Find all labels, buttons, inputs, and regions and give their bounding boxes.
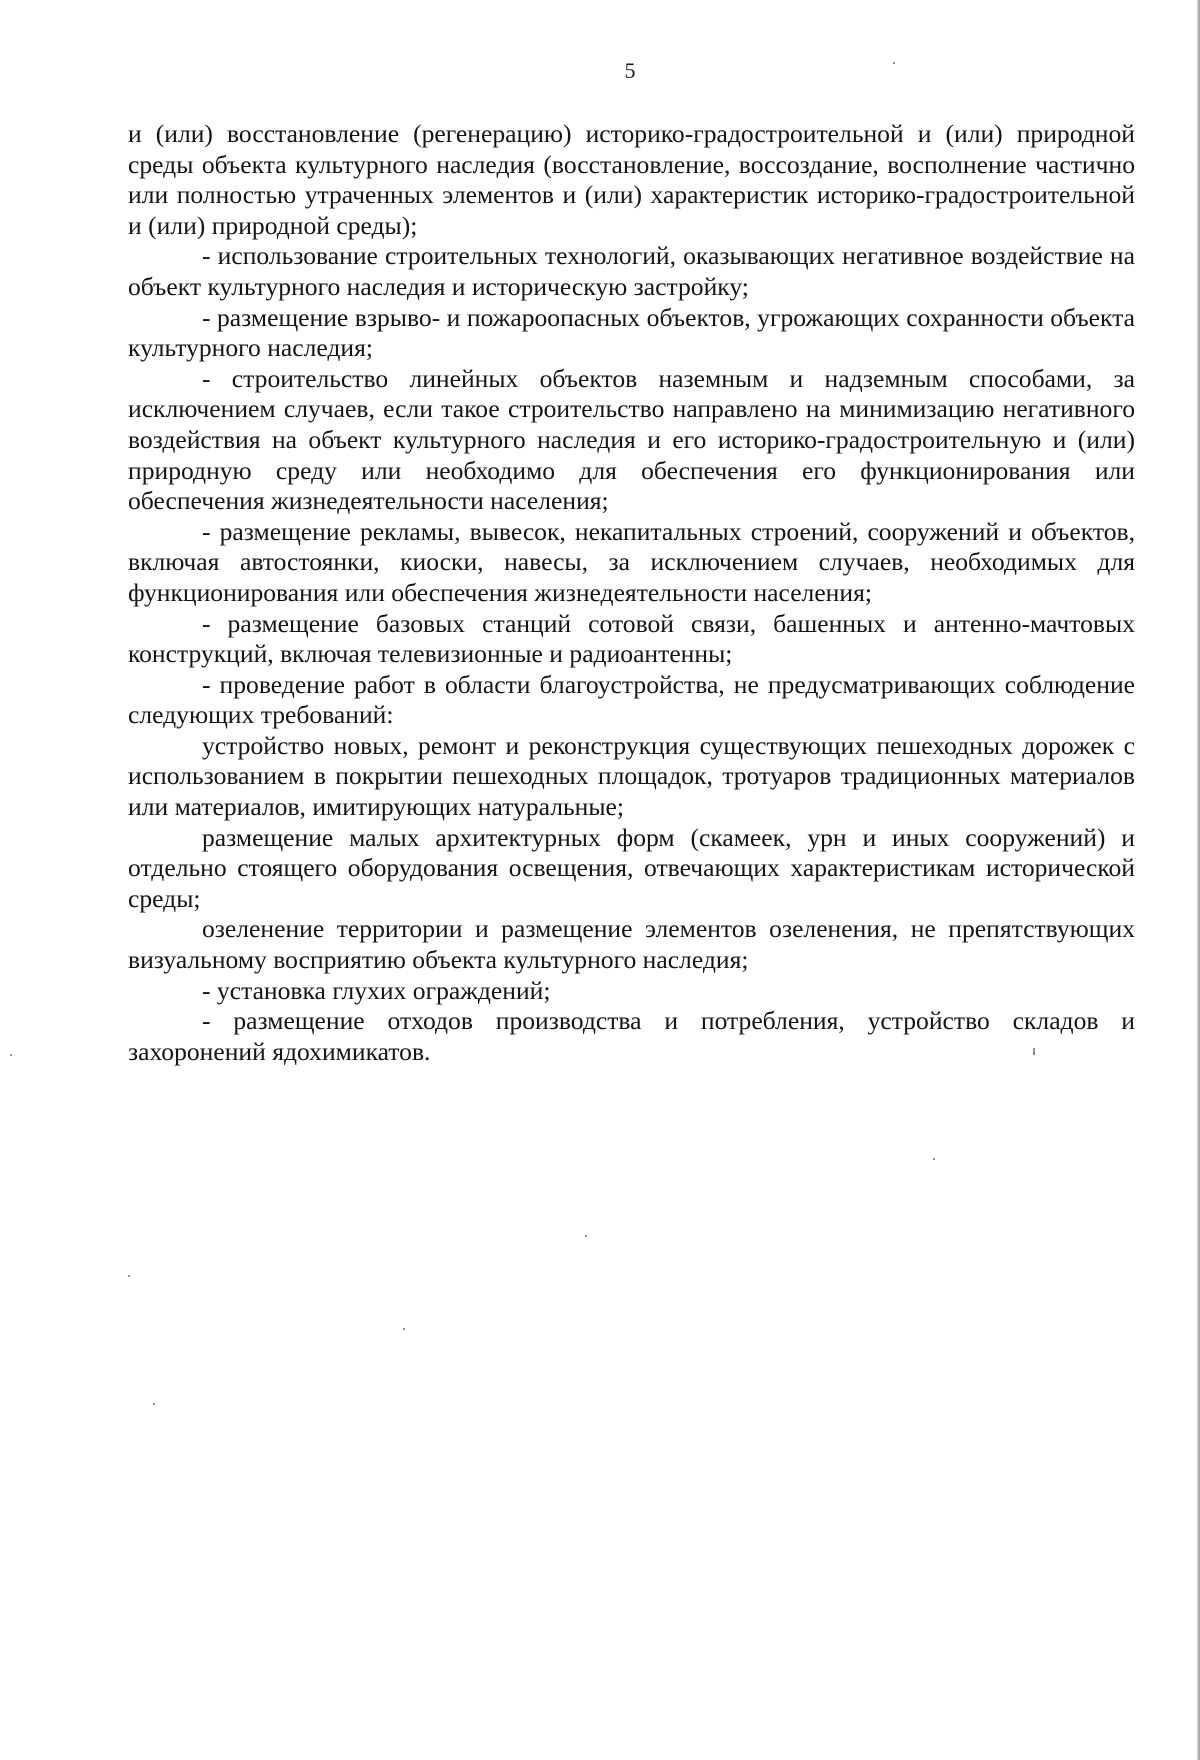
- requirement-greening: озеленение территории и размещение элементов озеленения, не препятствующих визуальному восприятию объекта культурного наследия;: [128, 914, 1135, 975]
- page-number: 5: [624, 58, 636, 83]
- scan-speck: [1033, 1052, 1035, 1054]
- paragraph-continuation: и (или) восстановление (регенерацию) историко-градостроительной и (или) природной среды объекта культурного наследия (восстановление, воссоздание, восполнение частично или полностью утраченных элементов и (или) характеристик историко-градостроительной и (или) природной среды);: [128, 119, 1135, 240]
- list-item-hazardous-objects: - размещение взрыво- и пожароопасных объектов, угрожающих сохранности объекта культурного наследия;: [128, 302, 1135, 363]
- scan-speck: [10, 1054, 12, 1056]
- list-item-base-stations: - размещение базовых станций сотовой связи, башенных и антенно-мачтовых конструкций, включая телевизионные и радиоантенны;: [128, 608, 1135, 669]
- list-item-waste-placement: - размещение отходов производства и потребления, устройство складов и захоронений ядохимикатов.: [128, 1006, 1135, 1066]
- scan-speck: [585, 1235, 587, 1237]
- list-item-linear-objects: - строительство линейных объектов наземным и надземным способами, за исключением случаев, если такое строительство направлено на минимизацию негативного воздействия на объект культурного наследия и его историко-градостроительную и (или) природную среду или необходимо для обеспечения его функционирования или обеспечения жизнедеятельности населения;: [128, 363, 1135, 516]
- list-item-advertising: - размещение рекламы, вывесок, некапитальных строений, сооружений и объектов, включая автостоянки, киоски, навесы, за исключением случаев, необходимых для функционирования или обеспечения жизнедеятельности населения;: [128, 516, 1135, 607]
- requirement-small-architectural-forms: размещение малых архитектурных форм (скамеек, урн и иных сооружений) и отдельно стоящего оборудования освещения, отвечающих характеристикам исторической среды;: [128, 822, 1135, 913]
- scan-speck: [128, 1275, 130, 1277]
- requirement-walkways: устройство новых, ремонт и реконструкция существующих пешеходных дорожек с использованием в покрытии пешеходных площадок, тротуаров традиционных материалов или материалов, имитирующих натуральные;: [128, 730, 1135, 822]
- document-body: [128, 119, 1135, 1067]
- scan-speck: [893, 62, 895, 64]
- scan-speck: [153, 1403, 155, 1405]
- list-item-landscaping-works: - проведение работ в области благоустройства, не предусматривающих соблюдение следующих требований:: [128, 669, 1135, 730]
- scan-speck: [403, 1328, 405, 1330]
- list-item-construction-technologies: - использование строительных технологий, оказывающих негативное воздействие на объект культурного наследия и историческую застройку;: [128, 241, 1135, 301]
- scan-speck: [1033, 1048, 1035, 1050]
- scan-speck: [933, 1158, 935, 1160]
- list-item-solid-fences: - установка глухих ограждений;: [202, 975, 551, 1005]
